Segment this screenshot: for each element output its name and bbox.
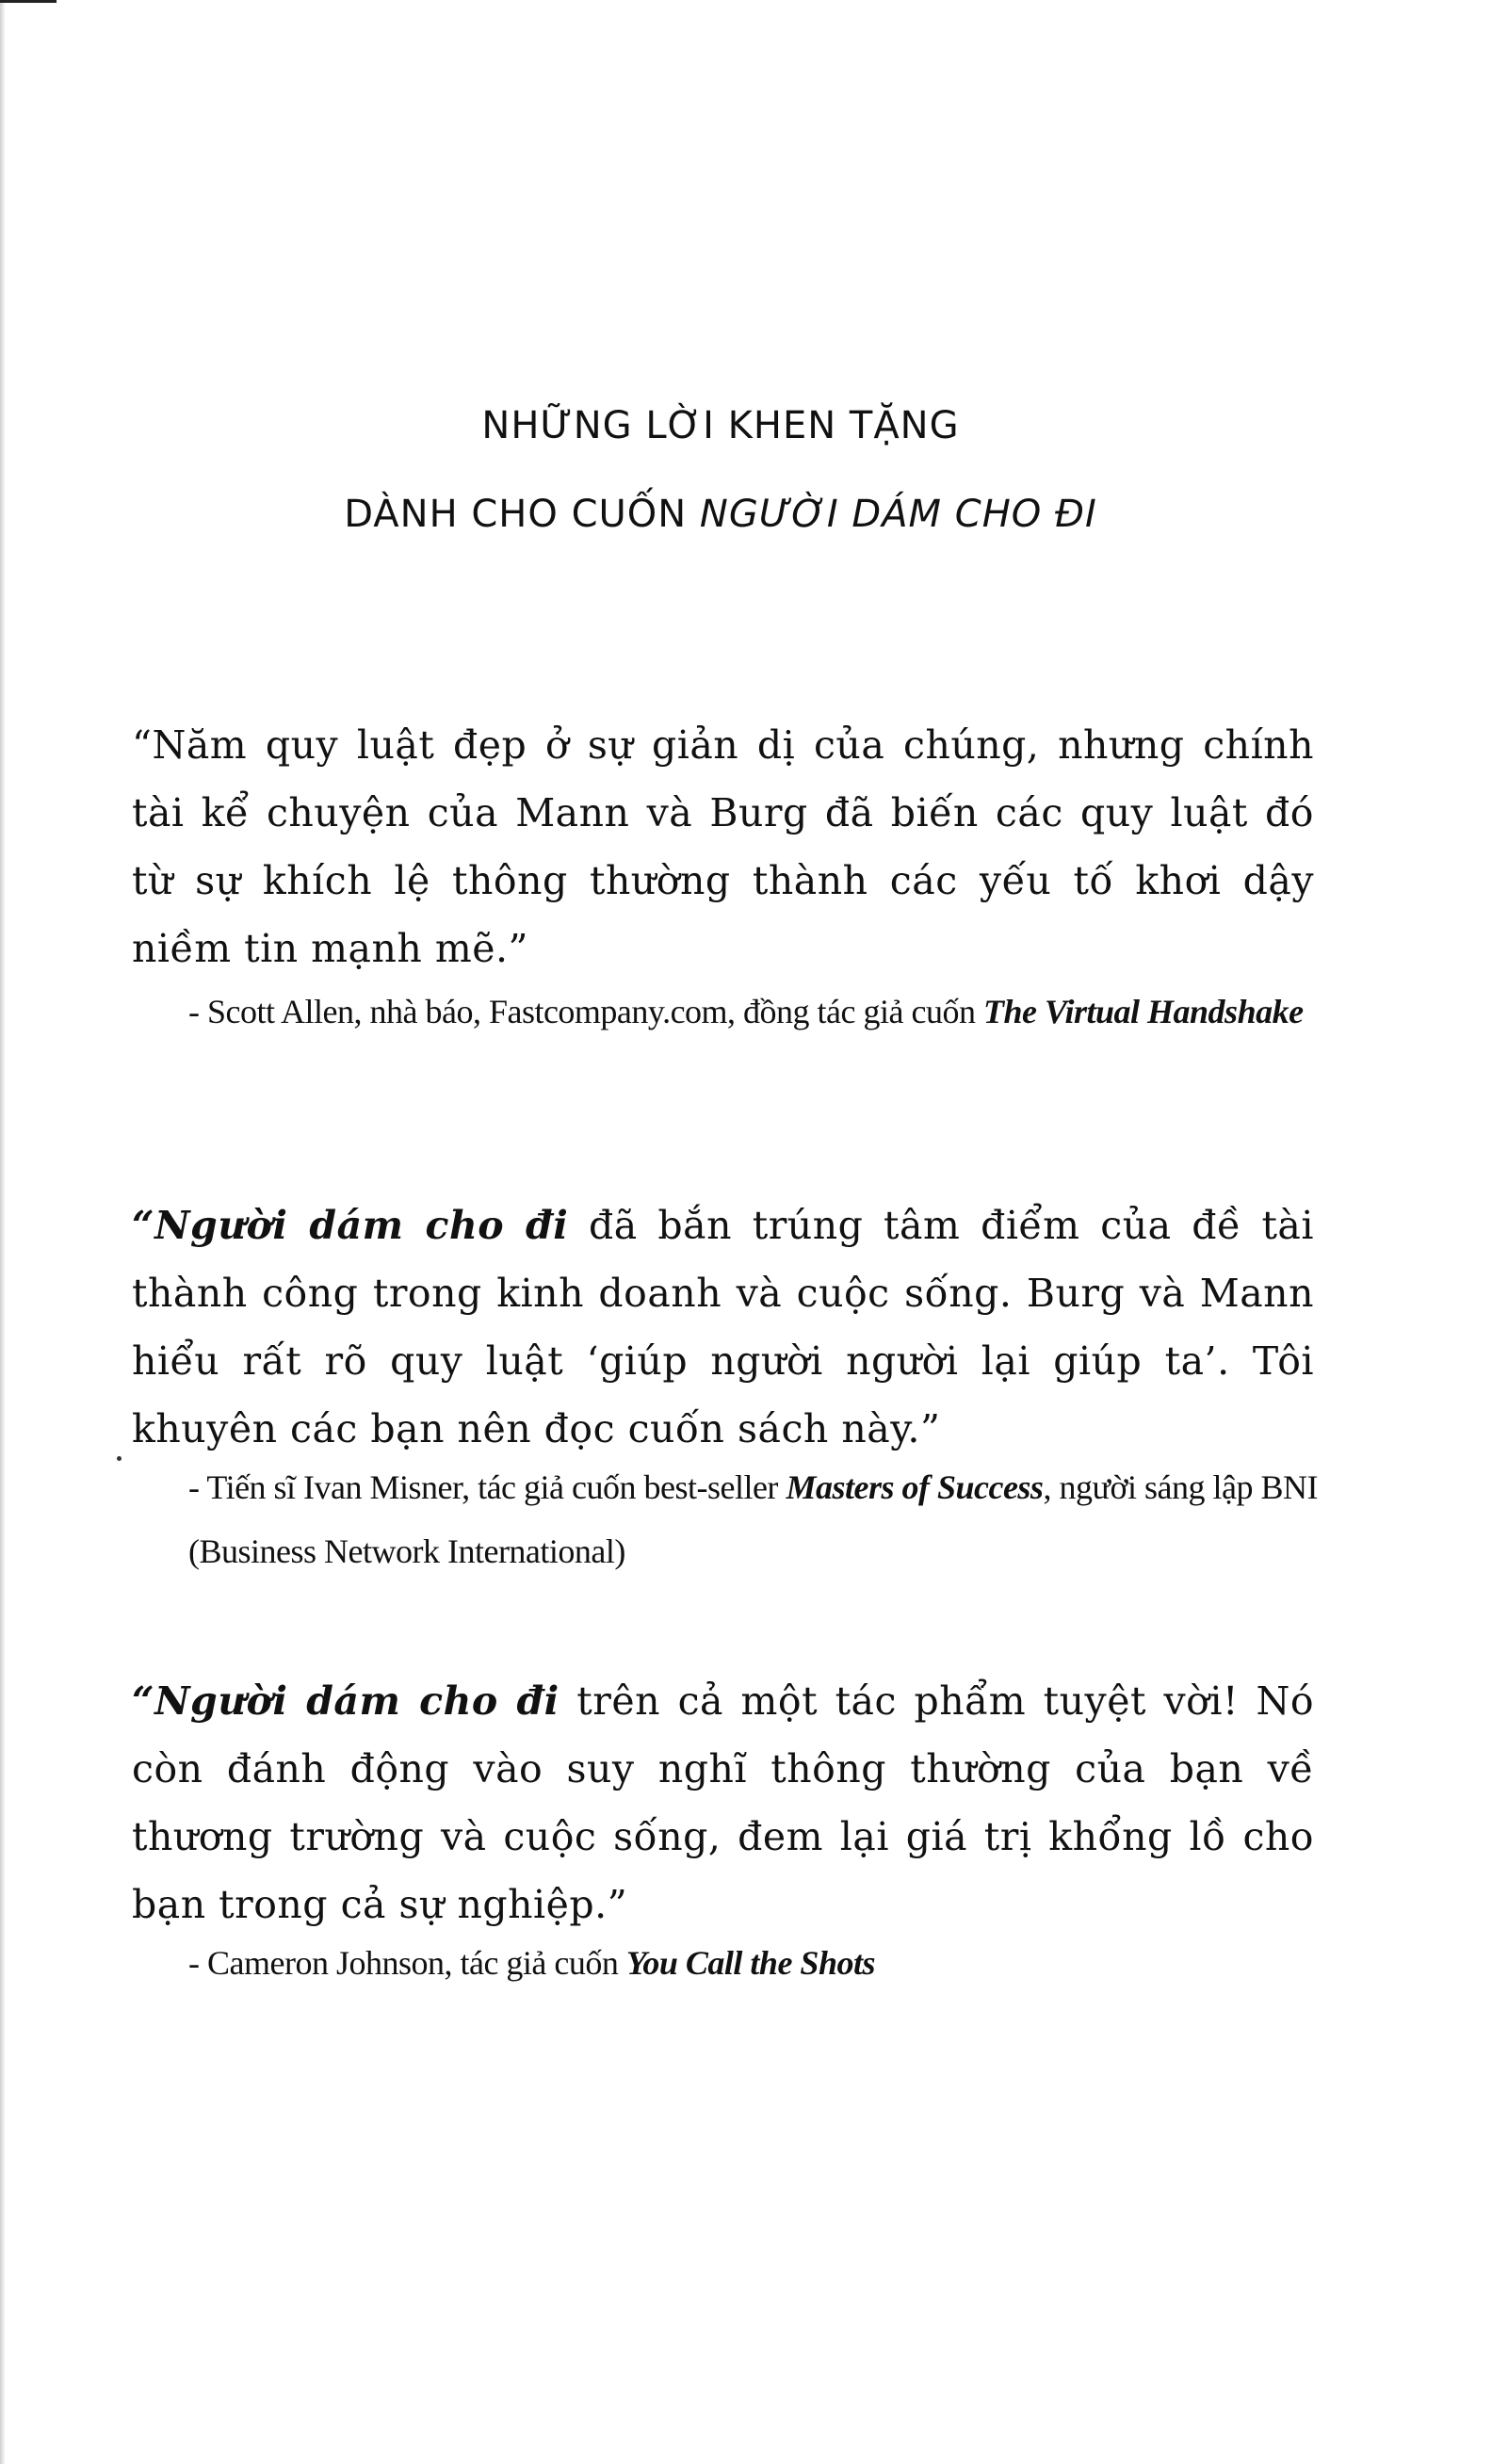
page-heading: [0, 381, 1441, 559]
quote-2-book-title: “Người dám cho đi: [132, 1203, 569, 1248]
heading-book-title: NGƯỜI DÁM CHO ĐI: [699, 493, 1097, 536]
heading-line-1: NHỮNG LỜI KHEN TẶNG: [481, 404, 960, 447]
testimonial-attribution-1: [188, 980, 1319, 1044]
quote-3-book-title: “Người dám cho đi: [132, 1678, 560, 1724]
attribution-2-suffix: , người sáng lập BNI (Business Network International): [188, 1468, 1318, 1570]
attribution-2-text: - Tiến sĩ Ivan Misner, tác giả cuốn best-seller: [188, 1468, 787, 1506]
attribution-2-book-title: Masters of Success: [786, 1468, 1044, 1506]
scan-speck: [117, 1456, 122, 1461]
testimonial-attribution-2: [188, 1455, 1319, 1583]
quote-1-text: “Năm quy luật đẹp ở sự giản dị của chúng, nhưng chính tài kể chuyện của Mann và Burg đã biến các quy luật đó từ sự khích lệ thông thường thành các yếu tố khơi dậy niềm tin mạnh mẽ.”: [132, 722, 1314, 971]
testimonial-attribution-3: [188, 1931, 1319, 1995]
attribution-1-book-title: The Virtual Handshake: [982, 993, 1304, 1030]
heading-line-2: [0, 470, 1441, 559]
scan-edge-shadow: [0, 0, 6, 2464]
testimonial-quote-1: [132, 711, 1314, 982]
attribution-3-text: - Cameron Johnson, tác giả cuốn: [188, 1944, 626, 1982]
attribution-1-text: - Scott Allen, nhà báo, Fastcompany.com, đồng tác giả cuốn: [188, 993, 983, 1030]
heading-line-2-prefix: DÀNH CHO CUỐN: [344, 493, 700, 536]
scan-top-mark: [0, 0, 57, 3]
attribution-3-book-title: You Call the Shots: [625, 1944, 875, 1982]
quote-3-text: trên cả một tác phẩm tuyệt vời! Nó còn đánh động vào suy nghĩ thông thường của bạn về thương trường và cuộc sống, đem lại giá trị khổng lồ cho bạn trong cả sự nghiệp.”: [132, 1678, 1315, 1927]
quote-2-text: đã bắn trúng tâm điểm của đề tài thành công trong kinh doanh và cuộc sống. Burg và Mann hiểu rất rõ quy luật ‘giúp người người lại giúp ta’. Tôi khuyên các bạn nên đọc cuốn sách này.”: [132, 1203, 1314, 1451]
testimonial-quote-3: [132, 1667, 1314, 1938]
testimonial-quote-2: [132, 1191, 1314, 1463]
